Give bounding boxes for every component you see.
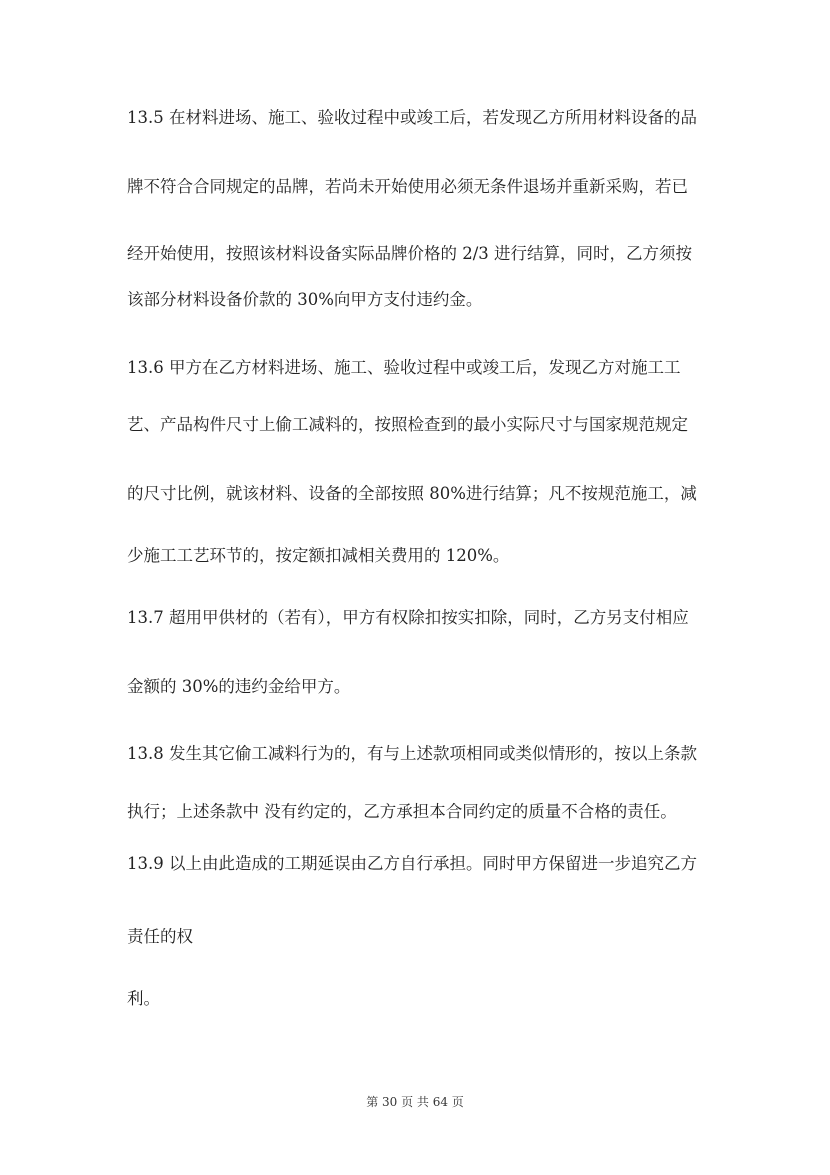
paragraph-line: 少施工工艺环节的，按定额扣减相关费用的 120%。 — [127, 546, 510, 565]
paragraph-line: 金额的 30%的违约金给甲方。 — [127, 677, 351, 696]
paragraph-line: 13.7 超用甲供材的（若有），甲方有权除扣按实扣除，同时，乙方另支付相应 — [127, 608, 689, 627]
paragraph-line: 13.9 以上由此造成的工期延误由乙方自行承担。同时甲方保留进一步追究乙方 — [127, 854, 697, 873]
paragraph-line: 13.5 在材料进场、施工、验收过程中或竣工后，若发现乙方所用材料设备的品 — [127, 108, 697, 127]
paragraph-line: 责任的权 — [127, 927, 193, 946]
paragraph-line: 经开始使用，按照该材料设备实际品牌价格的 2/3 进行结算，同时，乙方须按 — [127, 244, 693, 263]
paragraph-line: 牌不符合合同规定的品牌，若尚未开始使用必须无条件退场并重新采购，若已 — [127, 177, 688, 196]
paragraph-line: 执行；上述条款中 没有约定的，乙方承担本合同约定的质量不合格的责任。 — [127, 802, 677, 821]
paragraph-line: 的尺寸比例，就该材料、设备的全部按照 80%进行结算；凡不按规范施工，减 — [127, 484, 697, 503]
page-number-footer: 第 30 页 共 64 页 — [366, 1095, 464, 1109]
paragraph-line: 13.8 发生其它偷工减料行为的，有与上述款项相同或类似情形的，按以上条款 — [127, 744, 697, 763]
paragraph-line: 13.6 甲方在乙方材料进场、施工、验收过程中或竣工后，发现乙方对施工工 — [127, 358, 681, 377]
paragraph-line: 艺、产品构件尺寸上偷工减料的，按照检查到的最小实际尺寸与国家规范规定 — [127, 415, 688, 434]
paragraph-line: 该部分材料设备价款的 30%向甲方支付违约金。 — [127, 290, 483, 309]
paragraph-line: 利。 — [127, 989, 160, 1008]
